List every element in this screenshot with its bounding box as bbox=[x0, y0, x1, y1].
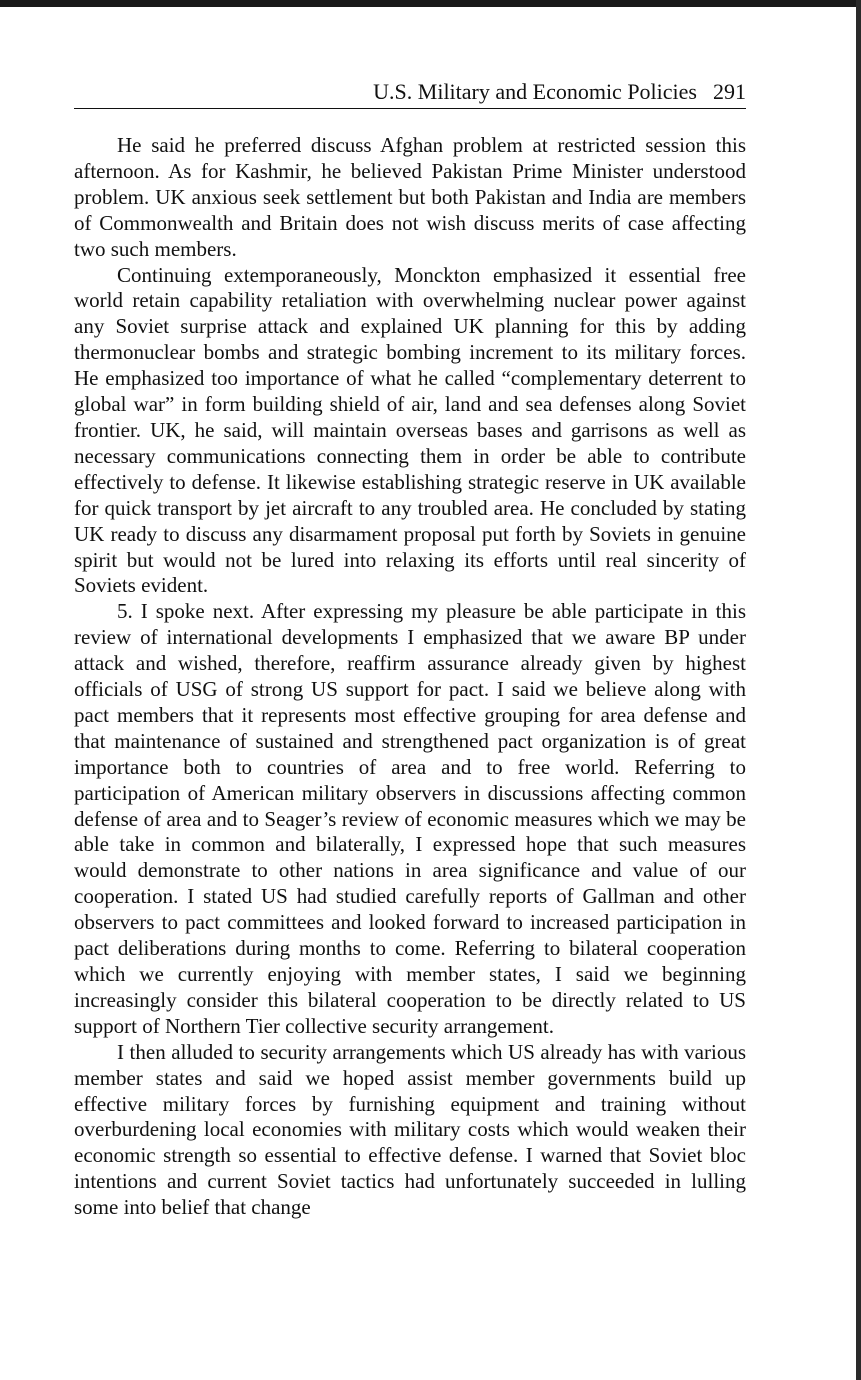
paragraph: He said he preferred discuss Afghan problem at restricted session this afternoon. As for Kashmir, he believed Pakistan Prime Minister understood problem. UK anxious seek settlement but both Pakistan and India are members of Commonwealth and Britain does not wish discuss merits of case affecting two such members. bbox=[74, 133, 746, 261]
page-right-edge bbox=[856, 0, 861, 1380]
page-number: 291 bbox=[713, 79, 746, 104]
running-head bbox=[74, 78, 746, 109]
running-title: U.S. Military and Economic Policies bbox=[373, 79, 697, 104]
paragraph: I then alluded to security arrangements which US already has with various member states and said we hoped assist member governments build up effective military forces by furnishing equipment and training without overburdening local economies with military costs which would weaken their economic strength so essential to effective defense. I warned that Soviet bloc intentions and current Soviet tactics had unfortunately succeeded in lulling some into belief that change bbox=[74, 1039, 746, 1220]
paragraph: Continuing extemporaneously, Monckton emphasized it essential free world retain capability retaliation with overwhelming nuclear power against any Soviet surprise attack and explained UK planning for this by adding thermonuclear bombs and strategic bombing increment to its military forces. He emphasized too importance of what he called “complementary deterrent to global war” in form building shield of air, land and sea defenses along Soviet frontier. UK, he said, will maintain overseas bases and garrisons as well as necessary communications connecting them in order be able to contribute effectively to defense. It likewise establishing strategic reserve in UK available for quick transport by jet aircraft to any troubled area. He concluded by stating UK ready to discuss any disarmament proposal put forth by Soviets in genuine spirit but would not be lured into relaxing its efforts until real sincerity of Soviets evident. bbox=[74, 262, 746, 598]
page-top-edge bbox=[0, 0, 861, 7]
paragraph: 5. I spoke next. After expressing my pleasure be able participate in this review of international developments I emphasized that we aware BP under attack and wished, therefore, reaffirm assurance already given by highest officials of USG of strong US support for pact. I said we believe along with pact members that it represents most effective grouping for area defense and that maintenance of sustained and strengthened pact organization is of great importance both to countries of area and to free world. Referring to participation of American military observers in discussions affecting common defense of area and to Seager’s review of economic measures which we may be able take in common and bilaterally, I expressed hope that such measures would demonstrate to other nations in area significance and value of our cooperation. I stated US had studied carefully reports of Gallman and other observers to pact committees and looked forward to increased participation in pact deliberations during months to come. Referring to bilateral cooperation which we currently enjoying with member states, I said we beginning increasingly consider this bilateral cooperation to be directly related to US support of Northern Tier collective security arrangement. bbox=[74, 599, 746, 1038]
body-text bbox=[74, 133, 746, 1221]
